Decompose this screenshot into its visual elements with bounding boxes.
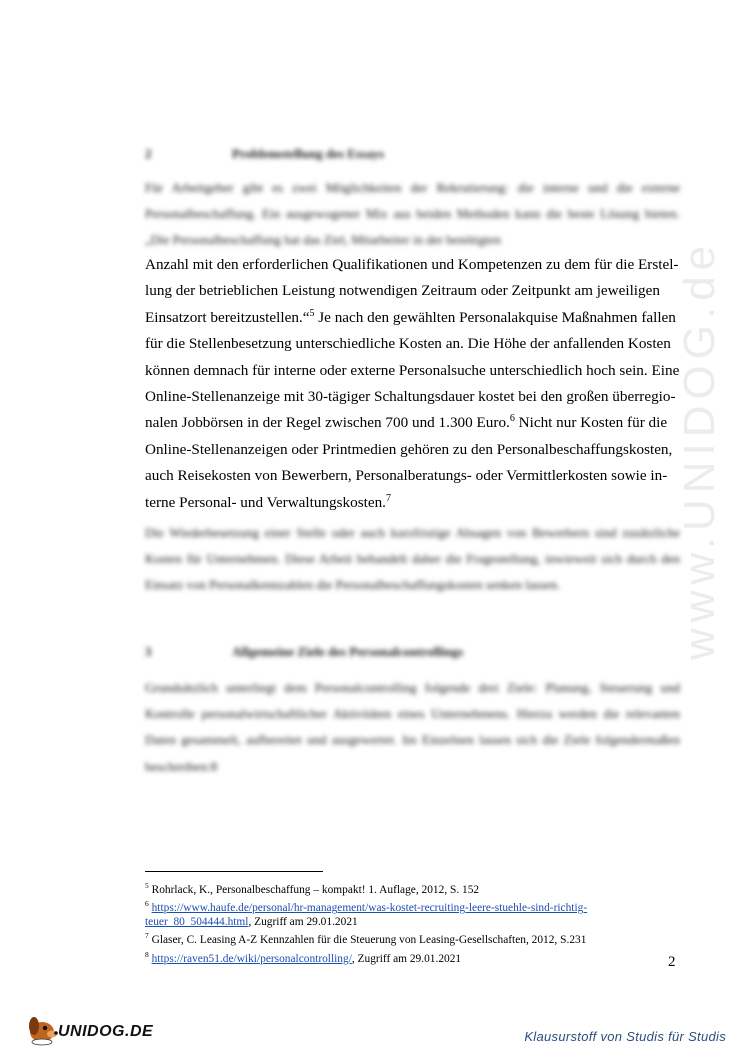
footnote-8: $^8$ https://raven51.de/wiki/personalcontrolling/, Zugriff am 29.01.2021 (145, 949, 462, 965)
blurred-section-3-paragraph: Grundsätzlich unterliegt dem Personalcontrolling folgende drei Ziele: Planung, Steuerung und Kontrolle personalwirtschaftlicher Aktivitäten eines Unternehmens. Hierzu werden die relevanten Daten gesammelt, aufbereitet und ausgewertet. Im Einzelnen lassen sich die Ziele folgendermaßen beschreiben:8 (145, 680, 680, 774)
text-line: können demnach für interne oder externe Personalsuche unterschiedlich hoch sein. Eine (145, 361, 680, 379)
text-line: lung der betrieblichen Leistung notwendigen Zeitraum oder Zeitpunkt am jeweiligen (145, 282, 660, 300)
logo-text: UNIDOG.DE (58, 1023, 154, 1040)
footnote-6-link[interactable]: https://www.haufe.de/personal/hr-management/was-kostet-recruiting-leere-stuehle-sind-richtig-teuer_80_504444.html (145, 902, 588, 928)
section-number: 2 (145, 146, 152, 161)
text-line: nalen Jobbörsen in der Regel zwischen 700 und 1.300 Euro.$^6$ Nicht nur Kosten für die (145, 413, 668, 432)
tagline: Klausurstoff von Studis für Studis (524, 1029, 726, 1044)
footnote-5: $^5$ Rohrlack, K., Personalbeschaffung – kompakt! 1. Auflage, 2012, S. 152 (145, 881, 480, 896)
text-line: auch Reisekosten von Bewerbern, Personalberatungs- oder Vermittlerkosten sowie in- (145, 467, 668, 485)
text-line: Online-Stellenanzeigen oder Printmedien gehören zu den Personalbeschaffungskosten, (145, 440, 673, 458)
text-line: terne Personal- und Verwaltungskosten.$^7$ (145, 492, 391, 511)
section-title: Allgemeine Ziele des Personalcontrollings (232, 644, 464, 659)
section-number: 3 (145, 644, 152, 659)
footnote-6: $^6$ https://www.haufe.de/personal/hr-management/was-kostet-recruiting-leere-stuehle-sind-richtig-teuer_80_504444.html, Zugriff am 29.01.2021 (145, 899, 588, 928)
blurred-intro-paragraph: Für Arbeitgeber gibt es zwei Möglichkeiten der Rekrutierung: die interne und die externe Personalbeschaffung. Ein ausgewogener Mix aus beiden Methoden kann die beste Lösung bieten. „Die Personalbeschaffung hat das Ziel, Mitarbeiter in der benötigten (145, 180, 680, 248)
body-paragraph (145, 252, 680, 516)
text-line: Online-Stellenanzeige mit 30-tägiger Schaltungsdauer kostet bei den großen überregio- (145, 388, 676, 406)
text-line: Einsatzort bereitzustellen.“$^5$ Je nach den gewählten Personalakquise Maßnahmen fallen (145, 307, 676, 326)
footnote-ref[interactable]: 7 (385, 492, 391, 504)
text-line: Anzahl mit den erforderlichen Qualifikationen und Kompetenzen zu dem für die Erstel- (145, 256, 679, 273)
blurred-paragraph: Die Wiederbesetzung einer Stelle oder auch kurzfristige Absagen von Bewerbern sind zusätzliche Kosten für Unternehmen. Diese Arbeit behandelt daher die Fragestellung, inwieweit sich durch den Einsatz von Personalkennzahlen die Personalbeschaffungskosten senken lassen. (145, 525, 680, 593)
footnote-separator (145, 871, 323, 872)
footnote-8-link[interactable]: https://raven51.de/wiki/personalcontrolling/ (151, 952, 352, 965)
text-line: für die Stellenbesetzung unterschiedliche Kosten an. Die Höhe der anfallenden Kosten (145, 335, 671, 353)
footnote-ref[interactable]: 6 (509, 413, 515, 425)
page-number: 2 (668, 954, 676, 970)
footnote-ref[interactable]: 5 (309, 307, 315, 319)
section-3-heading (145, 644, 463, 660)
footnote-7: $^7$ Glaser, C. Leasing A-Z Kennzahlen für die Steuerung von Leasing-Gesellschaften, 2012, S.231 (145, 931, 587, 947)
watermark: www.UNIDOG.de (675, 239, 724, 661)
section-2-heading (145, 146, 384, 162)
section-title: Problemstellung des Essays (232, 146, 385, 161)
footnotes (145, 879, 655, 966)
